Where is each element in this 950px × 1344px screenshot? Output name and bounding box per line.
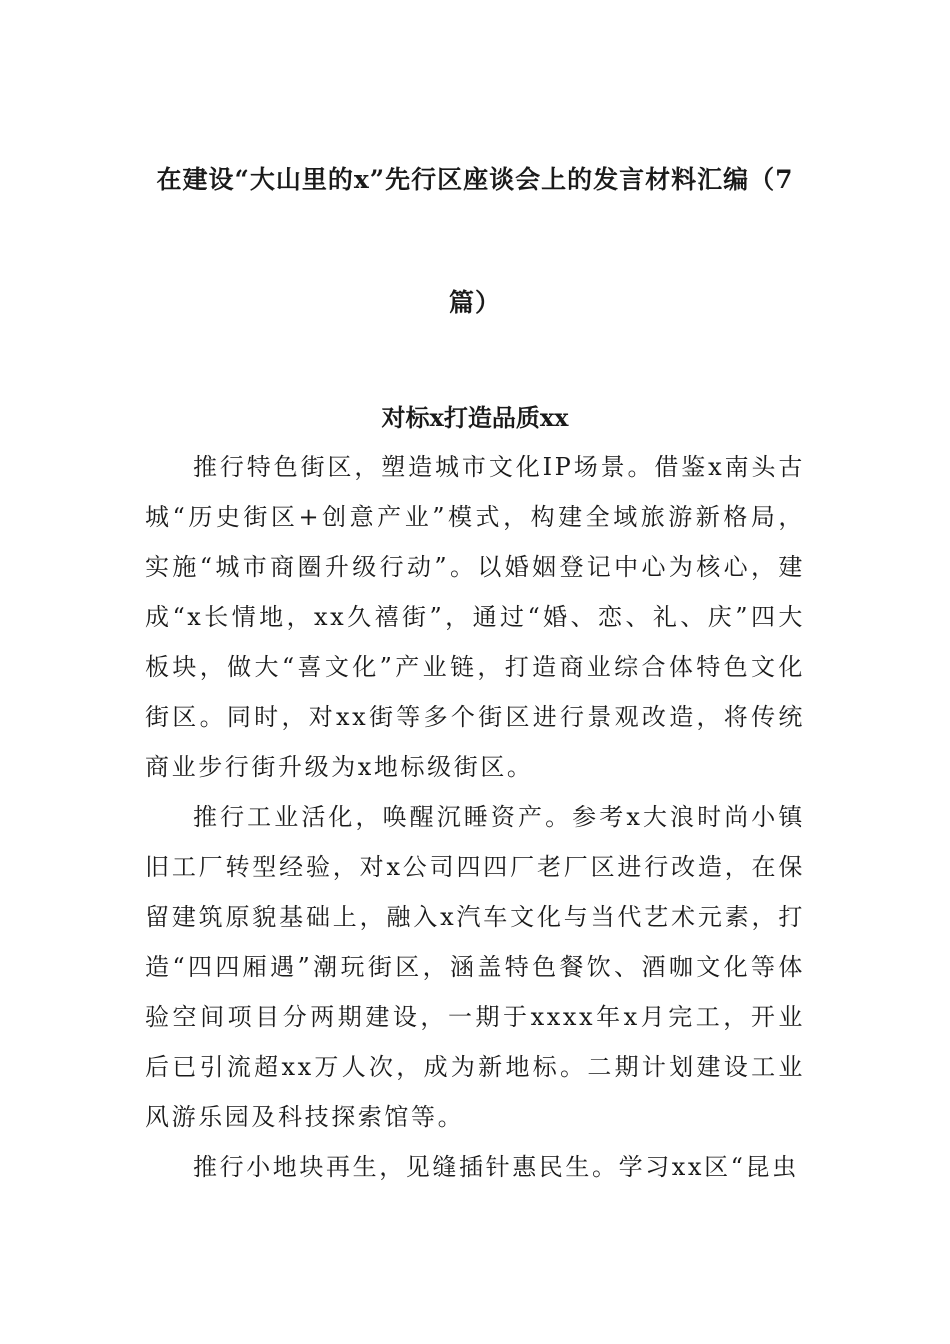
section-heading: 对标x打造品质xx <box>381 403 569 432</box>
document-title-line-2: 篇） <box>448 288 501 317</box>
paragraph-2: 推行工业活化，唤醒沉睡资产。参考x大浪时尚小镇旧工厂转型经验，对x公司四四厂老厂区进行改造，在保留建筑原貌基础上，融入x汽车文化与当代艺术元素，打造“四四厢遇”潮玩街区，涵盖特色餐饮、酒咖文化等体验空间项目分两期建设，一期于xxxx年x月完工，开业后已引流超xx万人次，成为新地标。二期计划建设工业风游乐园及科技探索馆等。 <box>145 803 805 1131</box>
document-title-line-1: 在建设“大山里的x”先行区座谈会上的发言材料汇编（7 <box>156 165 794 194</box>
paragraph-3: 推行小地块再生，见缝插针惠民生。学习xx区“昆虫 <box>193 1153 799 1181</box>
document-body <box>145 442 805 1192</box>
paragraph-1: 推行特色街区，塑造城市文化IP场景。借鉴x南头古城“历史街区+创意产业”模式，构建全域旅游新格局，实施“城市商圈升级行动”。以婚姻登记中心为核心，建成“x长情地，xx久禧街”，通过“婚、恋、礼、庆”四大板块，做大“喜文化”产业链，打造商业综合体特色文化街区。同时，对xx街等多个街区进行景观改造，将传统商业步行街升级为x地标级街区。 <box>145 453 805 781</box>
